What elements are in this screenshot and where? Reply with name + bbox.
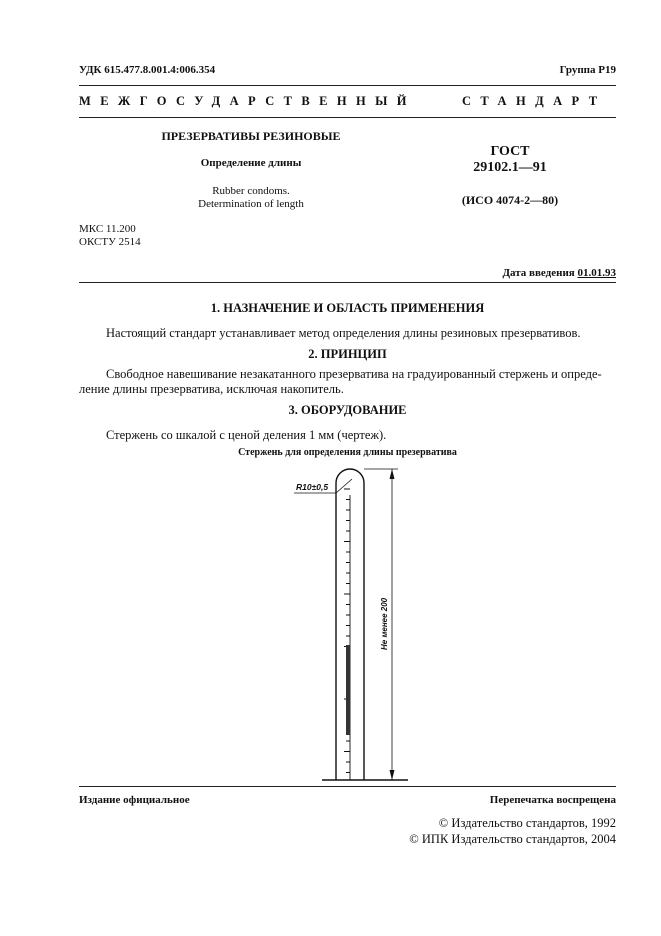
title-block-rule bbox=[79, 282, 616, 283]
banner-word-standard: СТАНДАРТ bbox=[462, 94, 607, 108]
document-title: ПРЕЗЕРВАТИВЫ РЕЗИНОВЫЕ bbox=[161, 129, 341, 143]
banner-word-interstate: МЕЖГОСУДАРСТВЕННЫЙ bbox=[79, 94, 416, 108]
gost-number: 29102.1—91 bbox=[473, 160, 547, 175]
figure-caption: Стержень для определения длины презерватива bbox=[238, 447, 457, 458]
udk-code: УДК 615.477.8.001.4:006.354 bbox=[79, 64, 216, 76]
gost-label: ГОСТ bbox=[490, 144, 530, 159]
dimension-arrow-top bbox=[390, 469, 395, 479]
section-2-text-line2: ление длины презерватива, исключая накопитель. bbox=[79, 382, 344, 396]
top-rule bbox=[79, 85, 616, 86]
section-1-text: Настоящий стандарт устанавливает метод определения длины резиновых презервативов. bbox=[106, 326, 581, 340]
intro-date bbox=[502, 267, 616, 279]
section-3-text: Стержень со шкалой с ценой деления 1 мм (чертеж). bbox=[106, 428, 387, 442]
footer-rule bbox=[79, 786, 616, 787]
mks-code: МКС 11.200 bbox=[79, 223, 136, 235]
english-title-line1: Rubber condoms. bbox=[212, 185, 290, 197]
rod-drawing bbox=[280, 455, 420, 785]
scale-dense-marks bbox=[346, 645, 350, 735]
english-title-line2: Determination of length bbox=[198, 198, 304, 210]
dimension-arrow-bottom bbox=[390, 770, 395, 780]
length-label: Не менее 200 bbox=[380, 597, 389, 650]
intro-date-label: Дата введения bbox=[502, 267, 575, 279]
group-code: Группа Р19 bbox=[559, 64, 616, 76]
banner-rule bbox=[79, 117, 616, 118]
copyright-1992: © Издательство стандартов, 1992 bbox=[438, 816, 616, 830]
intro-date-value: 01.01.93 bbox=[577, 267, 616, 279]
interstate-standard-banner bbox=[79, 94, 616, 109]
radius-label: R10±0,5 bbox=[296, 482, 329, 492]
iso-reference: (ИСО 4074-2—80) bbox=[461, 193, 559, 207]
section-3-heading: 3. ОБОРУДОВАНИЕ bbox=[288, 403, 407, 417]
section-1-heading: 1. НАЗНАЧЕНИЕ И ОБЛАСТЬ ПРИМЕНЕНИЯ bbox=[210, 301, 485, 315]
copyright-2004: © ИПК Издательство стандартов, 2004 bbox=[409, 832, 616, 846]
okstu-code: ОКСТУ 2514 bbox=[79, 236, 141, 248]
section-2-heading: 2. ПРИНЦИП bbox=[308, 347, 387, 361]
radius-leader-diagonal bbox=[336, 479, 352, 493]
document-subtitle: Определение длины bbox=[200, 157, 302, 169]
official-edition: Издание официальное bbox=[79, 794, 190, 806]
section-2-text-line1: Свободное навешивание незакатанного презерватива на градуированный стержень и опреде- bbox=[106, 367, 602, 381]
reprint-prohibited: Перепечатка воспрещена bbox=[489, 794, 616, 806]
